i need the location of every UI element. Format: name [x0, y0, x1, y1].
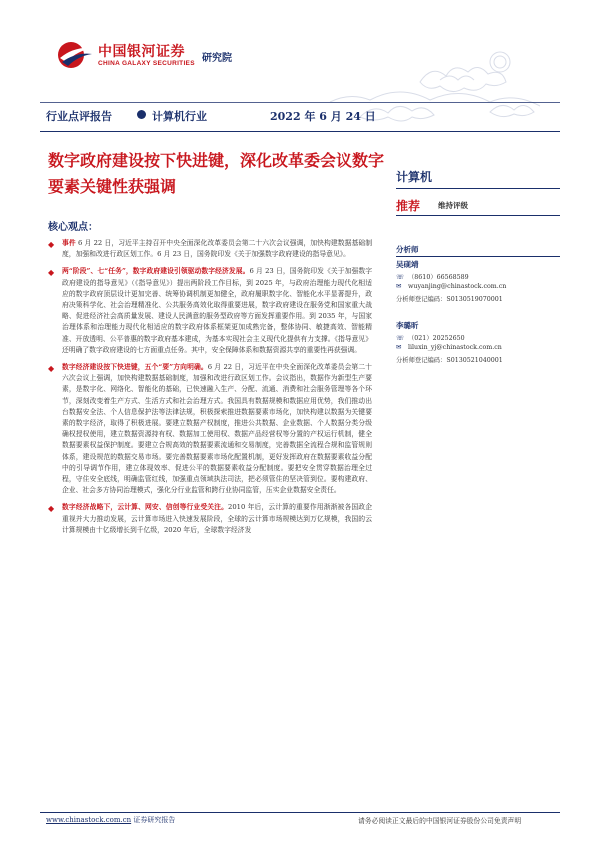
- sidebar-divider: [396, 215, 560, 216]
- sidebar-industry: 计算机: [396, 170, 433, 184]
- paragraph-lead: 数字经济战略下，云计算、网安、信创等行业受关注。: [62, 503, 229, 512]
- report-date: 2022 年 6 月 24 日: [270, 110, 376, 123]
- analyst-registration: 分析师登记编码：S0130519070001: [396, 296, 503, 303]
- logo-chinese-name: 中国银河证券: [98, 44, 185, 60]
- report-body: [46, 238, 372, 542]
- core-view-heading: 核心观点：: [48, 222, 98, 233]
- logo-english-name: CHINA GALAXY SECURITIES: [98, 60, 195, 67]
- report-title: 数字政府建设按下快进键，深化改革委会议数字要素关键性获强调: [48, 151, 385, 196]
- diamond-bullet-icon: ◆: [48, 268, 55, 278]
- rating: 推荐: [396, 199, 421, 213]
- email-icon: ✉: [396, 283, 402, 290]
- industry-label: 计算机行业: [152, 110, 207, 123]
- footer-website[interactable]: www.chinastock.com.cn 证券研究报告: [46, 816, 176, 824]
- paragraph-lead: 事件: [62, 239, 76, 247]
- analyst-phone: ☏ （021）20252650: [396, 335, 465, 342]
- sidebar-divider: [396, 256, 560, 257]
- diamond-bullet-icon: ◆: [48, 364, 55, 374]
- analyst-email[interactable]: ✉ liluxin_yj@chinastock.com.cn: [396, 344, 502, 351]
- paragraph-lead: 数字经济建设按下快进键，五个“要”方向明确。: [62, 363, 208, 372]
- diamond-bullet-icon: ◆: [48, 504, 55, 514]
- paragraph-event: [46, 238, 372, 260]
- paragraph-cloud-computing: [46, 502, 372, 536]
- rating-note: 维持评级: [438, 201, 468, 210]
- sidebar-divider: [396, 188, 560, 189]
- footer-disclaimer: 请务必阅读正文最后的中国银河证券股份公司免责声明: [358, 817, 522, 825]
- phone-icon: ☏: [396, 335, 404, 342]
- paragraph-digital-government: [46, 266, 372, 356]
- diamond-bullet-icon: ◆: [48, 240, 55, 249]
- paragraph-lead: 两“阶段”、七“任务”，数字政府建设引领驱动数字经济发展。: [62, 267, 250, 276]
- galaxy-logo-icon: [56, 40, 96, 70]
- report-type: 行业点评报告: [46, 110, 112, 123]
- header-divider: [40, 131, 560, 132]
- paragraph-text: 6 月 22 日，习近平在中央全面深化改革委员会第二十六次会议上强调，加快构建数据基础制度，加强和改进行政区划工作。会议指出，数据作为新型生产要素，是数字化、网络化、智能化的基础，已快速融入生产、分配、流通、消费和社会服务管理等各个环节，深刻改变着生产方式、生活方式和社会治理方式。我国具有数据规模和数据应用优势，我们推动出台数据安全法、个人信息保护法等法律法规，积极探索推进数据要素市场化，加快构建以数据为关键要素的数字经济，取得了积极进展。要建立数据产权制度，推进公共数据、企业数据、个人数据分类分级确权授权使用，建立数据资源持有权、数据加工使用权、数据产品经营权等分置的产权运行机制，健全数据要素权益保护制度。要建立合规高效的数据要素流通和交易制度，完善数据全流程合规和监管规则体系，建设规范的数据交易市场。要完善数据要素市场化配置机制，更好发挥政府在数据要素收益分配中的引导调节作用，建立体现效率、促进公平的数据要素收益分配制度。要把安全贯穿数据治理全过程，守住安全底线，明确监管红线，加强重点领域执法司法，把必须管住的坚决管到位。要构建政府、企业、社会多方协同治理模式，强化分行业监管和跨行业协同监管，压实企业数据安全责任。: [62, 363, 372, 495]
- analyst-name: 李璐昕: [396, 321, 419, 330]
- paragraph-text: 6 月 22 日，习近平主持召开中央全面深化改革委员会第二十六次会议强调，加快构建数据基础制度，加强和改进行政区划工作。6 月 23 日，国务院印发《关于加强数字政府建设的指导意见》。: [62, 239, 373, 259]
- separator-dot-icon: [137, 110, 146, 119]
- email-icon: ✉: [396, 344, 402, 351]
- footer-divider: [40, 812, 560, 813]
- analyst-phone: ☏ （8610）66568589: [396, 274, 469, 281]
- institute-label: 研究院: [202, 53, 232, 64]
- analyst-registration: 分析师登记编码：S0130521040001: [396, 357, 503, 364]
- analyst-heading: 分析师: [396, 245, 419, 254]
- paragraph-text: 2010 年后，云计算的重要作用渐渐被各国政企重视并大力推动发展，云计算市场进入快速发展阶段，全球的云计算市场规模达到万亿规模，我国的云计算规模由十亿级增长到千亿级，2020 年后，全球数字经济发: [62, 503, 373, 534]
- phone-icon: ☏: [396, 274, 404, 281]
- paragraph-digital-economy: [46, 362, 372, 496]
- paragraph-text: 6 月 23 日，国务院印发《关于加强数字政府建设的指导意见》（《指导意见》）提出两阶段工作目标，到 2025 年，与政府治理能力现代化相适应的数字政府顶层设计更加完善、统筹协调机制更加健全，政府履职数字化、智能化水平显著提升，政府决策科学化、社会治理精准化、公共服务高效化取得重要进展，数字政府建设在服务党和国家重大战略、促进经济社会高质量发展、建设人民满意的服务型政府等方面发挥重要作用。到 2035 年，与国家治理体系和治理能力现代化相适应的数字政府体系框架更加成熟完备，整体协同、敏捷高效、智能精准、开放透明、公平普惠的数字政府基本建成，为基本实现社会主义现代化提供有力支撑。《指导意见》还明确了数字政府建设的七方面重点任务。其中，安全保障体系和数据资源共享的重要性再获强调。: [62, 267, 372, 354]
- analyst-name: 吴砚靖: [396, 260, 419, 269]
- analyst-email[interactable]: ✉ wuyanjing@chinastock.com.cn: [396, 283, 507, 290]
